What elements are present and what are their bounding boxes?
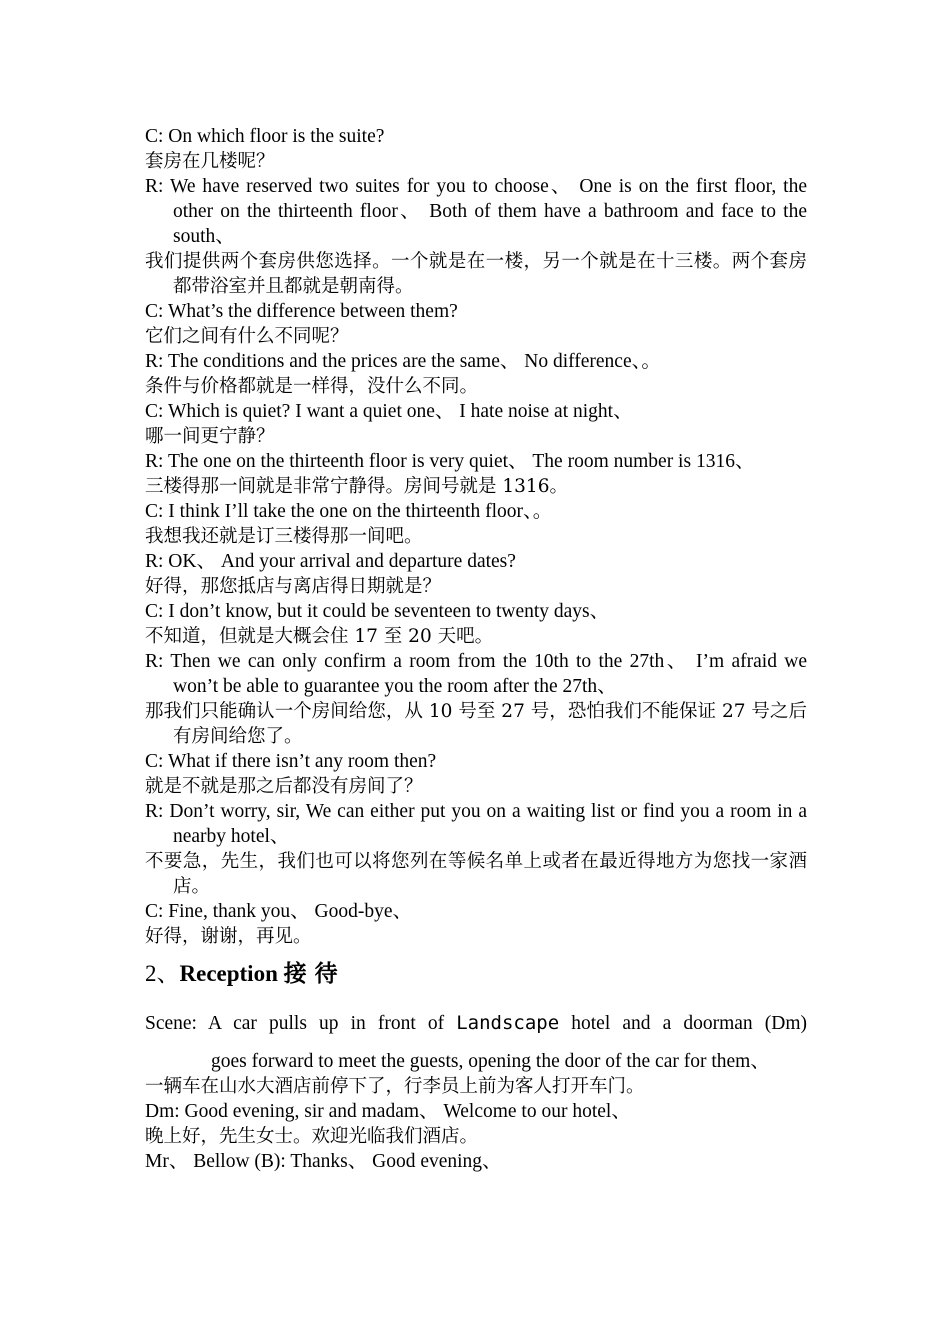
translation-line: 套房在几楼呢？ (145, 151, 275, 172)
scene-suffix: hotel and a doorman (Dm) (559, 1013, 808, 1034)
dialogue-line-customer: C: On which floor is the suite? (145, 126, 385, 147)
translation-line: 三楼得那一间就是非常宁静得。房间号就是 1316。 (145, 476, 568, 497)
dialogue-line-customer: C: What if there isn’t any room then? (145, 751, 437, 772)
dialogue-line-receptionist: R: The conditions and the prices are the same、 No difference、。 (145, 351, 661, 372)
scene-prefix: Scene: A car pulls up in front of (145, 1013, 457, 1034)
dialogue-line-customer: C: I don’t know, but it could be seventeen to twenty days、 (145, 601, 610, 622)
translation-line: 那我们只能确认一个房间给您，从 10 号至 27 号，恐怕我们不能保证 27 号之后有房间给您了。 (145, 701, 807, 747)
scene-continuation: goes forward to meet the guests, opening the door of the car for them、 (211, 1051, 770, 1072)
dialogue-line-receptionist: R: We have reserved two suites for you to choose、 One is on the first floor, the other on the thirteenth floor、 Both of them have a bathroom and face to the south、 (145, 176, 807, 247)
translation-line: 一辆车在山水大酒店前停下了，行李员上前为客人打开车门。 (145, 1076, 645, 1097)
section-heading (145, 959, 807, 989)
dialogue-line-customer: C: Which is quiet? I want a quiet one、 I hate noise at night、 (145, 401, 633, 422)
translation-line: 条件与价格都就是一样得，没什么不同。 (145, 376, 479, 397)
translation-line: 不要急，先生，我们也可以将您列在等候名单上或者在最近得地方为您找一家酒店。 (145, 851, 807, 897)
translation-line: 我们提供两个套房供您选择。一个就是在一楼，另一个就是在十三楼。两个套房都带浴室并且都就是朝南得。 (145, 251, 807, 297)
translation-line: 哪一间更宁静？ (145, 426, 275, 447)
translation-line: 不知道，但就是大概会住 17 至 20 天吧。 (145, 626, 494, 647)
dialogue-line-receptionist: R: OK、 And your arrival and departure dates? (145, 551, 516, 572)
translation-line: 我想我还就是订三楼得那一间吧。 (145, 526, 423, 547)
document-page (145, 124, 807, 1174)
dialogue-line-doorman: Dm: Good evening, sir and madam、 Welcome to our hotel、 (145, 1101, 631, 1122)
dialogue-line-receptionist: R: Don’t worry, sir, We can either put you on a waiting list or find you a room in a nearby hotel、 (145, 801, 807, 847)
translation-line: 好得，那您抵店与离店得日期就是？ (145, 576, 442, 597)
dialogue-line-receptionist: R: Then we can only confirm a room from the 10th to the 27th、 I’m afraid we won’t be able to guarantee you the room after the 27th、 (145, 651, 807, 697)
translation-line: 它们之间有什么不同呢？ (145, 326, 349, 347)
translation-line: 晚上好，先生女士。欢迎光临我们酒店。 (145, 1126, 479, 1147)
section-title-zh: 接待 (283, 961, 346, 987)
dialogue-line-guest: Mr、 Bellow (B): Thanks、 Good evening、 (145, 1151, 502, 1172)
section-number: 2、 (145, 961, 180, 986)
dialogue-line-customer: C: I think I’ll take the one on the thirteenth floor、。 (145, 501, 553, 522)
dialogue-line-customer: C: What’s the difference between them? (145, 301, 458, 322)
section-title-en: Reception (179, 961, 278, 986)
dialogue-line-receptionist: R: The one on the thirteenth floor is very quiet、 The room number is 1316、 (145, 451, 755, 472)
dialogue-line-customer: C: Fine, thank you、 Good-bye、 (145, 901, 413, 922)
scene-description (145, 1011, 807, 1036)
translation-line: 好得，谢谢，再见。 (145, 926, 312, 947)
hotel-name: Landscape (456, 1012, 560, 1034)
translation-line: 就是不就是那之后都没有房间了？ (145, 776, 423, 797)
